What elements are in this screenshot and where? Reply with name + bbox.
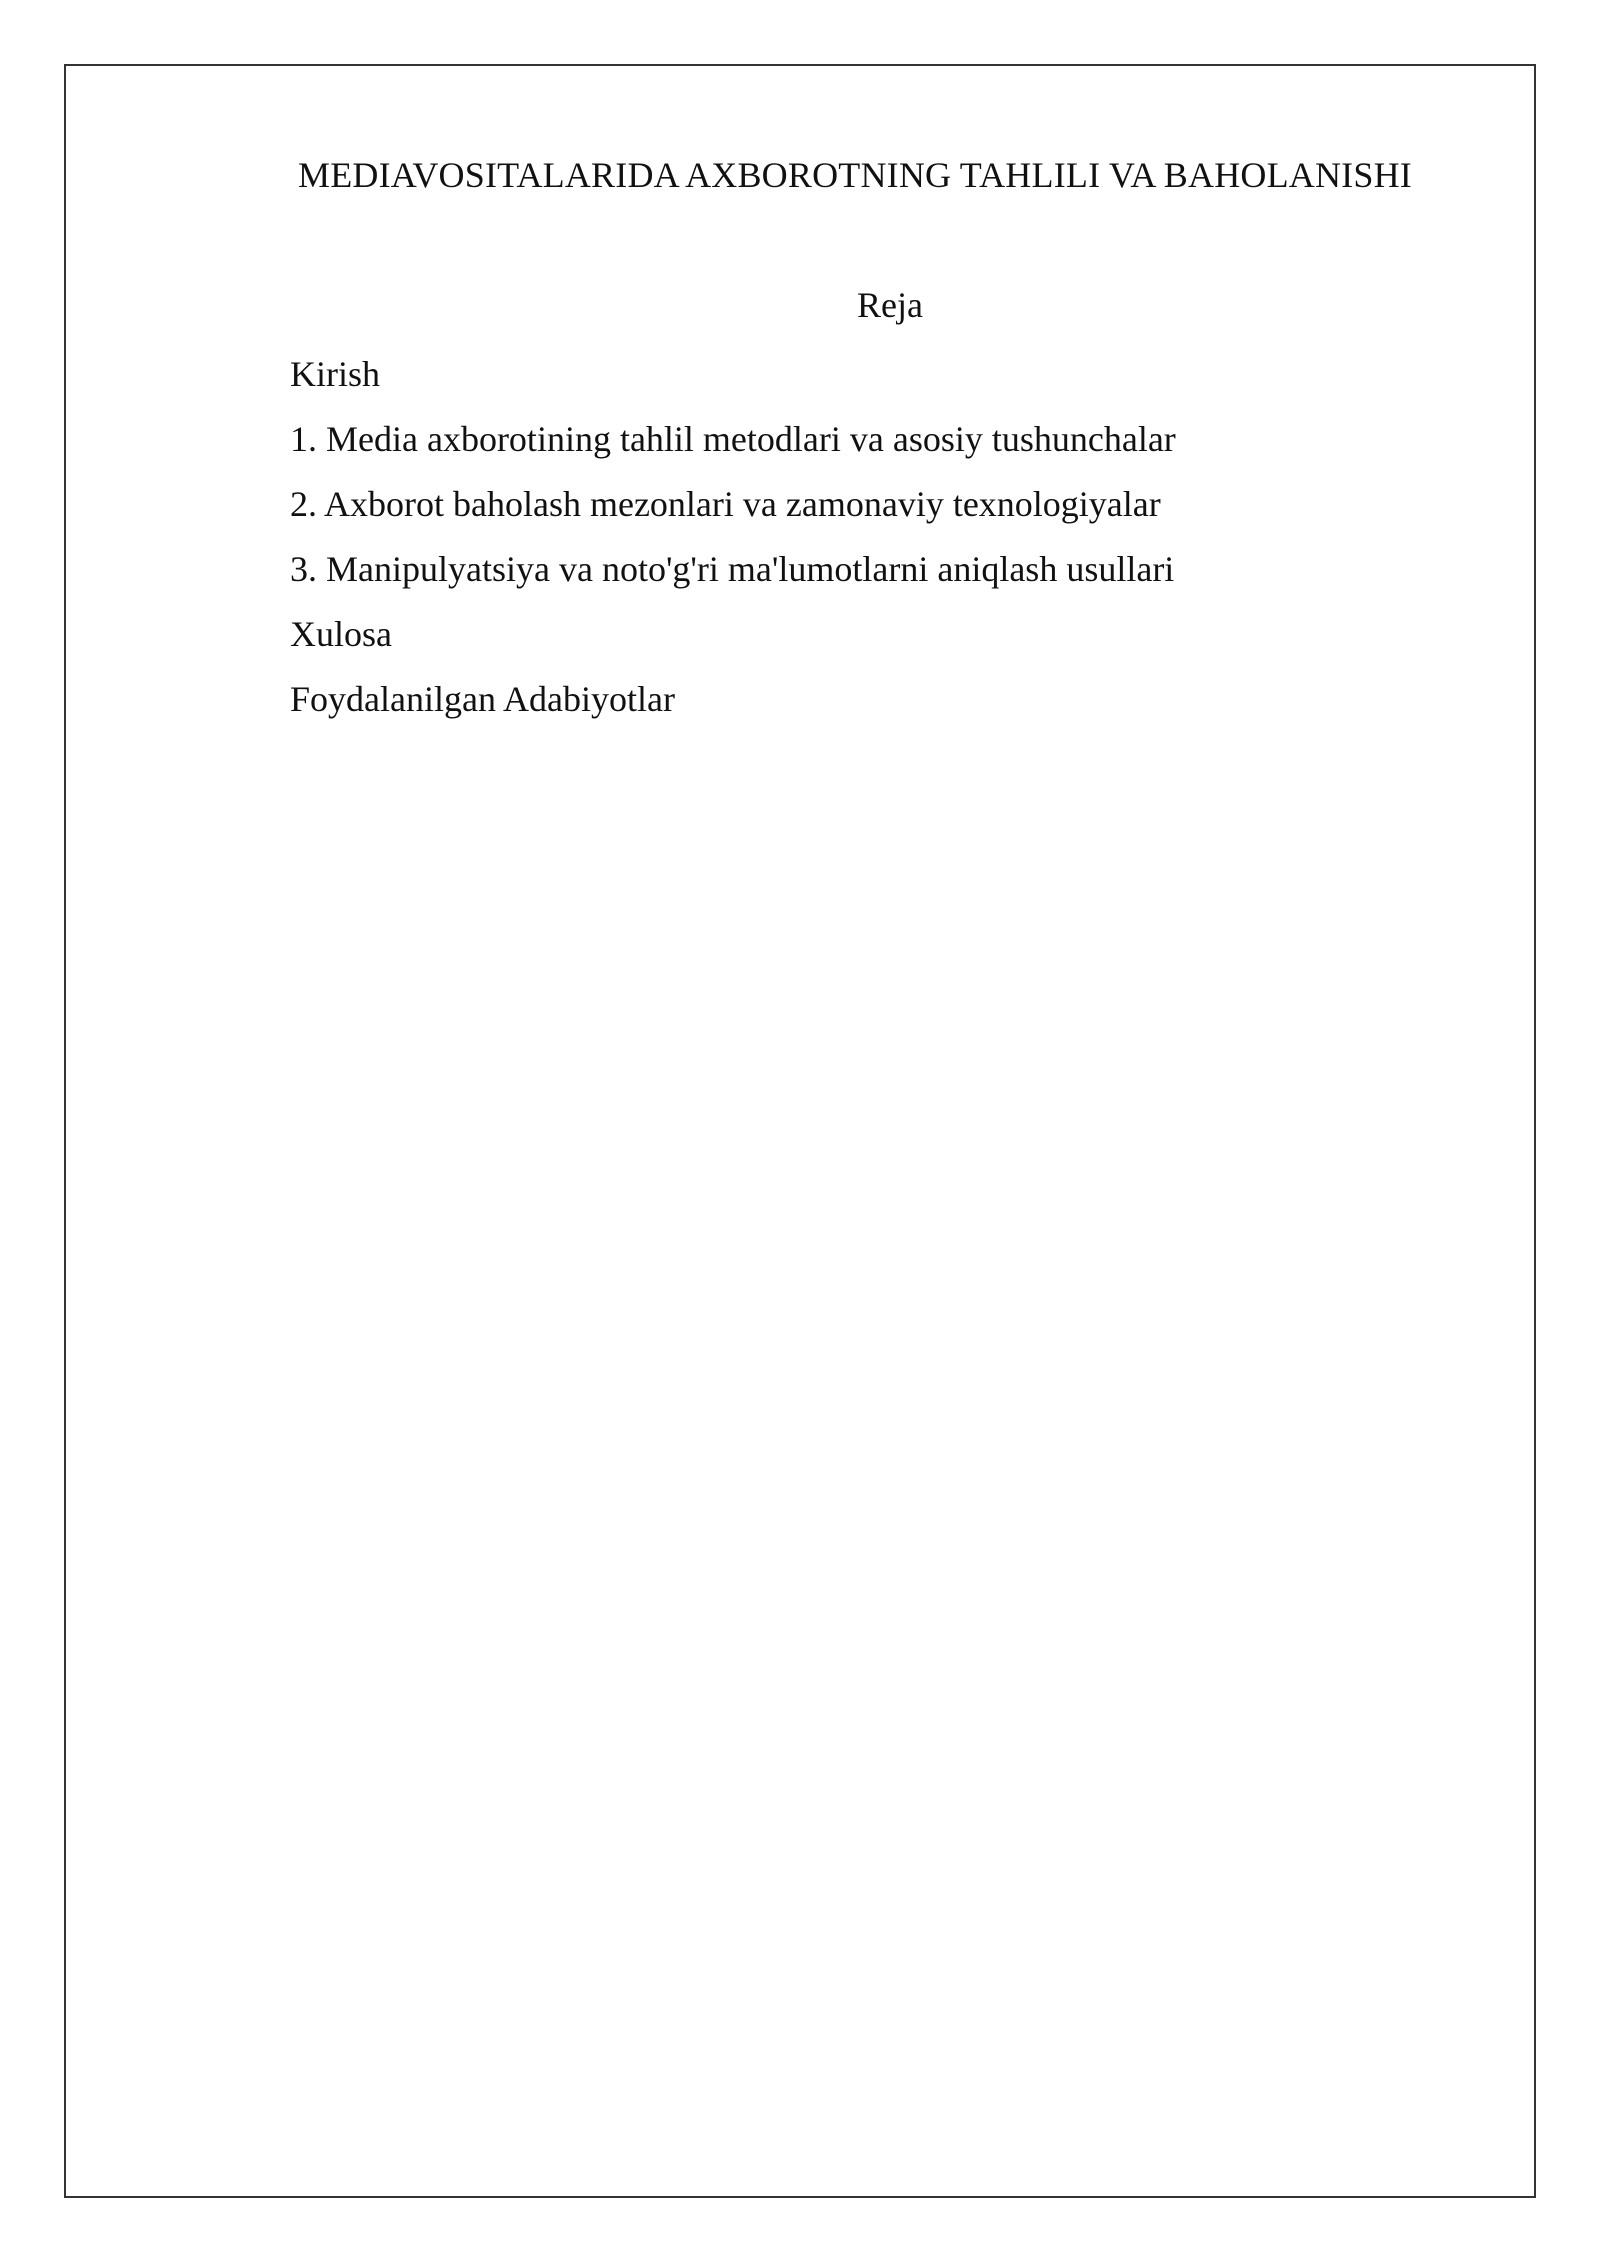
plan-item-references: Foydalanilgan Adabiyotlar (290, 679, 675, 719)
plan-list (290, 342, 1176, 732)
plan-item-3: 3. Manipulyatsiya va noto'g'ri ma'lumotlarni aniqlash usullari (290, 549, 1175, 589)
plan-item-1: 1. Media axborotining tahlil metodlari va asosiy tushunchalar (290, 419, 1176, 459)
plan-item-2: 2. Axborot baholash mezonlari va zamonaviy texnologiyalar (290, 484, 1161, 524)
document-title: MEDIAVOSITALARIDA AXBOROTNING TAHLILI VA BAHOLANISHI (298, 155, 1412, 195)
plan-item-conclusion: Xulosa (290, 614, 392, 654)
plan-item-intro: Kirish (290, 354, 380, 394)
plan-heading: Reja (857, 285, 923, 325)
